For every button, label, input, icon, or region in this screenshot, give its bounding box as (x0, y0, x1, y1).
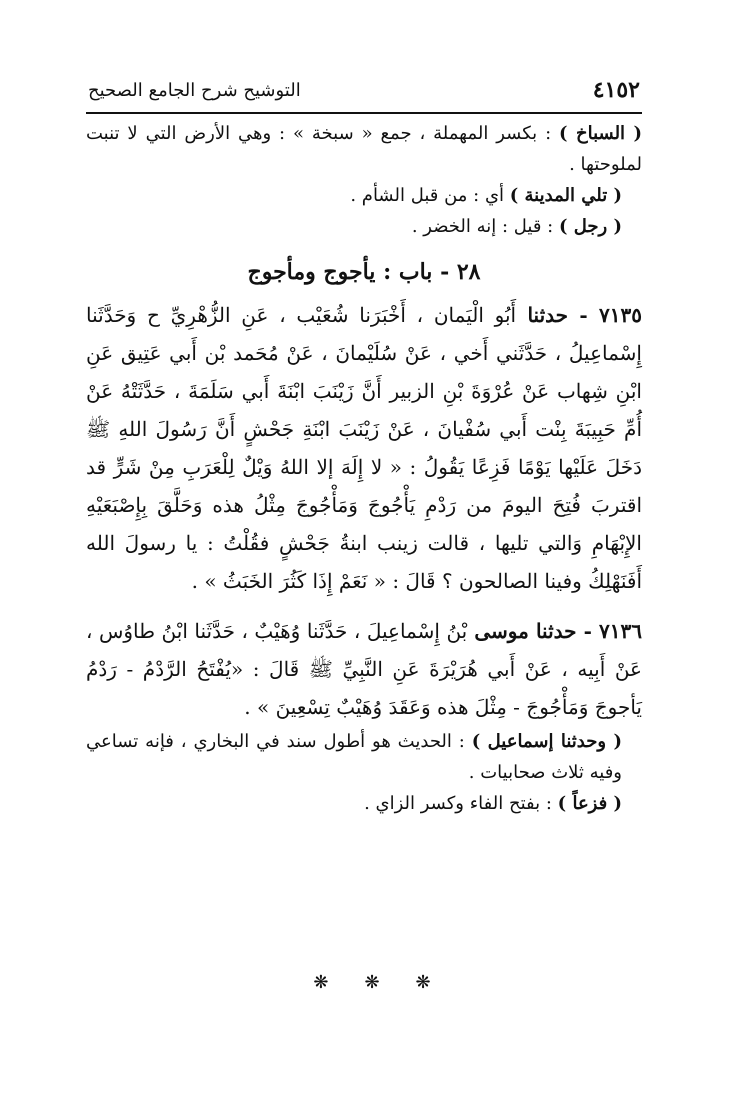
header-rule (86, 112, 642, 114)
footnote-text: أي : من قبل الشأم . (350, 185, 510, 206)
hadith-number: ٧١٣٦ (599, 619, 643, 643)
page-body (86, 118, 642, 819)
asterism-icon: ❋ (364, 972, 380, 993)
footnote-rajul (86, 211, 642, 242)
footnote-tali-madina (86, 180, 642, 211)
spacer (86, 600, 642, 612)
section-ornament (0, 972, 744, 993)
hadith-intro: - حدثنا موسى (467, 619, 600, 643)
hadith-intro: - حدثنا (516, 303, 600, 327)
hadith-text: بْنُ إِسْماعِيلَ ، حَدَّثَنا وُهَيْبٌ ، حَدَّثَنا ابْنُ طاوُس ، عَنْ أَبِيه ، عَنْ أَبي هُرَيْرَةَ عَنِ النَّبِيِّ ﷺ قَالَ : «يُفْتَحُ الرَّدْمُ - رَدْمُ يَأجوجَ وَمَأْجُوجَ - مِثْلَ هذه وَعَقَدَ وُهَيْبٌ تِسْعِينَ » . (86, 619, 642, 719)
hadith-text: أَبُو الْيَمان ، أَخْبَرَنا شُعَيْب ، عَنِ الزُّهْرِيِّ ح وَحَدَّثَنا إِسْماعِيلُ ، حَدَّثَني أَخي ، عَنْ سُلَيْمانَ ، عَنْ مُحَمد بْن أَبي عَتِيق عَنِ ابْنِ شِهاب عَنْ عُرْوَةَ بْنِ الزبير أَنَّ زَيْنَبَ ابْنَةَ أَبي سَلَمَةَ ، حَدَّثَتْهُ عَنْ أُمِّ حَبِيبَةَ بِنْت أَبي سُفْيانَ ، عَنْ زَيْنَبَ ابْنَةِ جَحْشٍ أَنَّ رَسُولَ اللهِ ﷺ دَخَلَ عَلَيْها يَوْمًا فَزِعًا يَقُولُ : « لا إِلَهَ إلا اللهُ وَيْلٌ لِلْعَرَبِ مِنْ شَرٍّ قد اقتربَ فُتِحَ اليومَ من رَدْمِ يَأْجُوجَ وَمَأْجُوجَ مِثْلُ هذه وَحَلَّقَ بِإِصْبَعَيْهِ الإِبْهَامِ وَالتي تليها ، قالت زينب ابنةُ جَحْشٍ فقُلْتُ : يا رسولَ الله أَفَنَهْلِكُ وفينا الصالحون ؟ قَالَ : « نَعَمْ إِذَا كَثُرَ الخَبَثُ » . (86, 303, 642, 593)
asterism-icon: ❋ (415, 972, 431, 993)
footnote-text: : بفتح الفاء وكسر الزاي . (364, 793, 558, 814)
asterism-icon: ❋ (313, 972, 329, 993)
footnote-term: ( رجل ) (558, 216, 622, 237)
footnote-fazian (86, 788, 642, 819)
hadith-7136 (86, 612, 642, 726)
page-number: ٤١٥٢ (592, 77, 640, 103)
footnote-text: : قيل : إنه الخضر . (411, 216, 559, 237)
footnote-term: ( وحدثنا إسماعيل ) (471, 731, 622, 752)
chapter-title: ٢٨ - باب : يأجوج ومأجوج (247, 259, 481, 285)
hadith-7135 (86, 296, 642, 600)
footnote-text: : الحديث هو أطول سند في البخاري ، فإنه تساعي وفيه ثلاث صحابيات . (86, 731, 622, 783)
running-title: التوشيح شرح الجامع الصحيح (88, 79, 301, 101)
footnote-term: ( تلي المدينة ) (509, 185, 622, 206)
footnote-term: ( السباخ ) (559, 123, 642, 144)
page-header (88, 72, 640, 108)
footnote-ismail (86, 726, 642, 788)
footnote-term: ( فزعاً ) (557, 793, 622, 814)
footnote-sibakh (86, 118, 642, 180)
footnote-text: : بكسر المهملة ، جمع « سبخة » : وهي الأرض التي لا تنبت لملوحتها . (86, 123, 642, 175)
hadith-number: ٧١٣٥ (599, 303, 643, 327)
